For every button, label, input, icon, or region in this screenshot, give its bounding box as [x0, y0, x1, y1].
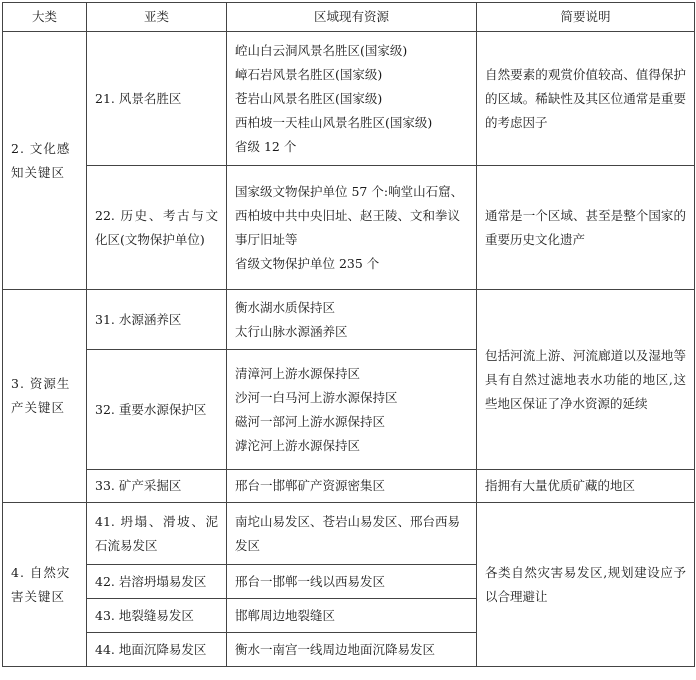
resources-cell	[227, 565, 477, 599]
category-cell: 3. 资源生产关键区	[3, 290, 87, 503]
resource-item: 南坨山易发区、苍岩山易发区、邢台西易发区	[235, 513, 461, 553]
resource-item: 西柏坡一天桂山风景名胜区(国家级)	[235, 114, 433, 130]
resource-item: 沙河一白马河上游水源保持区	[235, 389, 398, 405]
resource-item: 省级文物保护单位 235 个	[235, 255, 380, 271]
resource-item: 衡水湖水质保持区	[235, 299, 336, 315]
note-cell: 各类自然灾害易发区,规划建设应予以合理避让	[477, 503, 695, 667]
subcategory-cell: 31. 水源涵养区	[87, 290, 227, 350]
resources-cell	[227, 503, 477, 565]
table-row	[3, 470, 695, 503]
resources-cell	[227, 599, 477, 633]
resource-item: 邢台一邯郸矿产资源密集区	[235, 478, 386, 493]
subcategory-cell: 44. 地面沉降易发区	[87, 633, 227, 667]
subcategory-cell: 43. 地裂缝易发区	[87, 599, 227, 633]
header-resources: 区域现有资源	[227, 3, 477, 32]
resource-item: 邯郸周边地裂缝区	[235, 607, 336, 623]
resource-item: 清漳河上游水源保持区	[235, 365, 361, 381]
table-row	[3, 32, 695, 166]
resources-cell	[227, 290, 477, 350]
note-cell: 指拥有大量优质矿藏的地区	[477, 470, 695, 503]
header-category: 大类	[3, 3, 87, 32]
table-row	[3, 290, 695, 350]
resources-cell	[227, 32, 477, 166]
subcategory-cell: 42. 岩溶坍塌易发区	[87, 565, 227, 599]
header-note: 简要说明	[477, 3, 695, 32]
resource-item: 苍岩山风景名胜区(国家级)	[235, 90, 383, 106]
header-row	[3, 3, 695, 32]
resource-item: 滹沱河上游水源保持区	[235, 437, 361, 453]
resources-cell	[227, 350, 477, 470]
subcategory-cell: 41. 坍塌、滑坡、泥石流易发区	[87, 503, 227, 565]
subcategory-cell: 21. 风景名胜区	[87, 32, 227, 166]
resource-item: 邢台一邯郸一线以西易发区	[235, 573, 386, 589]
resource-item: 嶂石岩风景名胜区(国家级)	[235, 66, 383, 82]
table-row	[3, 166, 695, 290]
resource-item: 磁河一部河上游水源保持区	[235, 413, 386, 429]
category-cell: 4. 自然灾害关键区	[3, 503, 87, 667]
subcategory-cell: 32. 重要水源保护区	[87, 350, 227, 470]
resource-item: 衡水一南宫一线周边地面沉降易发区	[235, 641, 436, 657]
subcategory-cell: 22. 历史、考古与文化区(文物保护单位)	[87, 166, 227, 290]
note-cell: 通常是一个区域、甚至是整个国家的重要历史文化遗产	[477, 166, 695, 290]
resource-item: 省级 12 个	[235, 138, 297, 154]
resources-cell	[227, 166, 477, 290]
header-subcategory: 亚类	[87, 3, 227, 32]
subcategory-cell: 33. 矿产采掘区	[87, 470, 227, 503]
resource-classification-table	[2, 2, 695, 667]
resources-cell	[227, 470, 477, 503]
category-cell: 2. 文化感知关键区	[3, 32, 87, 290]
resource-item: 国家级文物保护单位 57 个:响堂山石窟、西柏坡中共中央旧址、赵王陵、文和拳议事厅旧址等	[235, 183, 464, 247]
resource-item: 崆山白云洞风景名胜区(国家级)	[235, 42, 408, 58]
resource-item: 太行山脉水源涵养区	[235, 323, 348, 339]
table-row	[3, 503, 695, 565]
resources-cell	[227, 633, 477, 667]
note-cell: 包括河流上游、河流廊道以及湿地等具有自然过滤地表水功能的地区,这些地区保证了净水资源的延续	[477, 290, 695, 470]
note-cell: 自然要素的观赏价值较高、值得保护的区域。稀缺性及其区位通常是重要的考虑因子	[477, 32, 695, 166]
